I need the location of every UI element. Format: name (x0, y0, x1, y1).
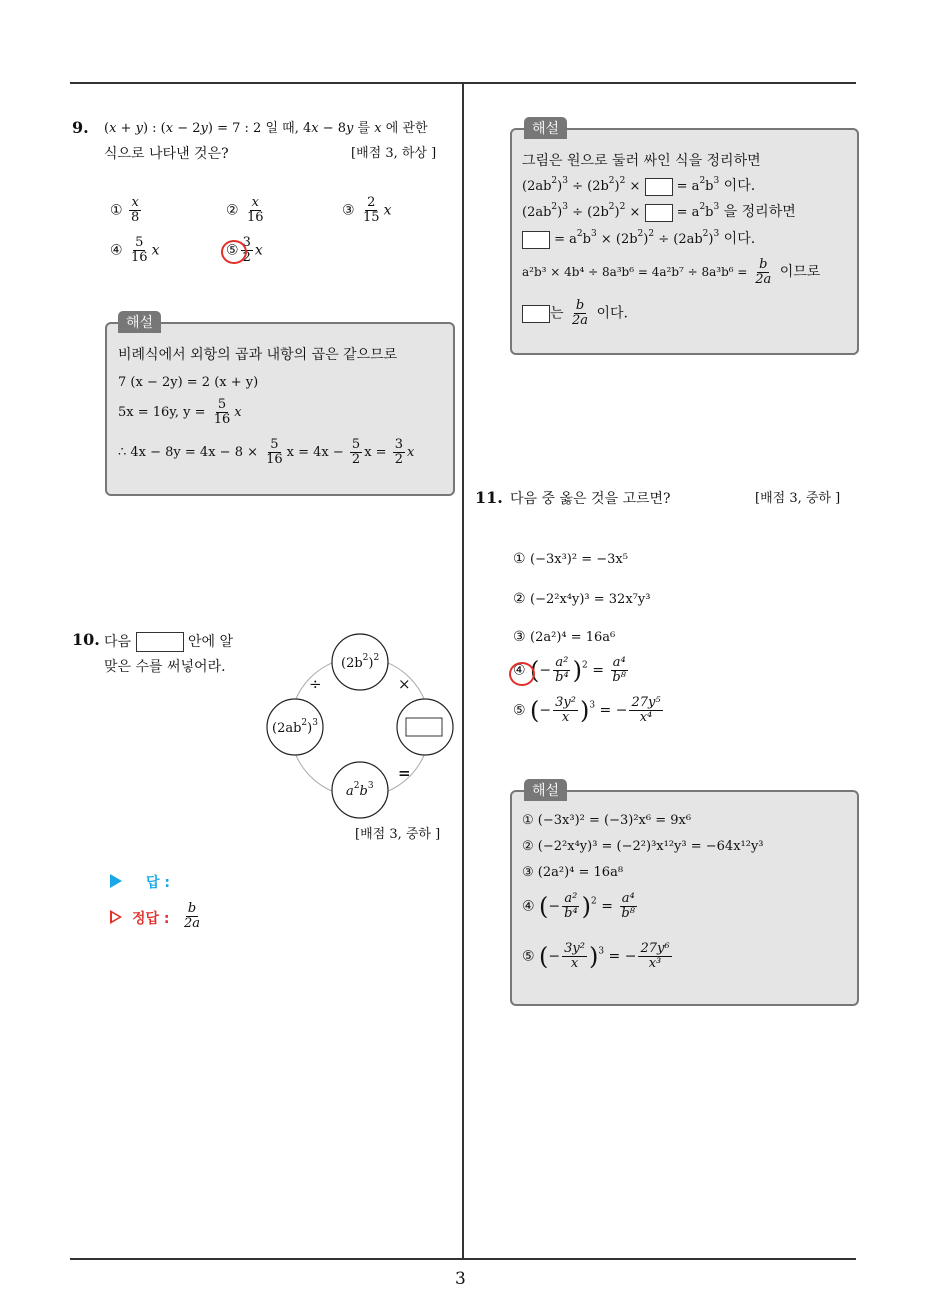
q9-explain-line1: 비례식에서 외항의 곱과 내항의 곱은 같으므로 (118, 347, 398, 363)
q10-explain-line4: = $a^2b^3 \times (2b^2)^2 \div (2ab^2)^3$ 이다. (522, 230, 755, 249)
q10-explain-line3: $(2ab^2)^3 \div (2b^2)^2$ × = $a^2b^3$ 을 정리하면 (522, 202, 796, 220)
q9-choice-5: ⑤ $\frac{3}{2}$ x (226, 235, 263, 265)
q10-stem-line2: 맞은 수를 써넣어라. (104, 659, 226, 675)
diagram-blank-box (406, 718, 442, 736)
q11-number: 11. (475, 488, 503, 507)
q9-choice-3: ③ $\frac{2}{15}$ x (342, 195, 392, 225)
q10-explain-line1: 그림은 원으로 둘러 싸인 식을 정리하면 (522, 153, 761, 169)
q10-explain-line2: $(2ab^2)^3 \div (2b^2)^2$ × = $a^2b^3$ 이다. (522, 176, 756, 194)
q9-explain-line2: 7 (x − 2y) = 2 (x + y) (118, 375, 259, 390)
q11-choice-5: ⑤ (− $\frac{\text{3y²}}{x}$ )$^3$ = − $\frac{\text{27y⁵}}{\text{x⁴}}$ (513, 695, 661, 725)
q11-score: [배점 3, 중하 ] (755, 491, 841, 506)
q11-choice-2: ② (−2²x⁴y)³ = 32x⁷y³ (513, 591, 651, 607)
q9-answer-mark (221, 240, 247, 264)
q10-correct-answer: $\frac{b}{2a}$ (184, 901, 201, 931)
page-number: 3 (455, 1269, 466, 1289)
diagram-left-label: $(2ab^2)^3$ (272, 718, 318, 736)
q9-explain-line4: ∴ 4x − 8y = 4x − 8 × $\frac{5}{16}$ x = 4x − $\frac{5}{2}$ x = $\frac{3}{2}$ x (118, 437, 415, 467)
q10-correct-label: 정답 : (132, 911, 170, 927)
q11-explain-line1: ① (−3x³)² = (−3)²x⁶ = 9x⁶ (522, 813, 692, 828)
q9-choice-4: ④ $\frac{5}{16}$ x (110, 235, 160, 265)
bottom-rule (70, 1258, 856, 1260)
q9-stem-line1: (x + y) : (x − 2y) = 7 : 2 일 때, 4x − 8y 를 x 에 관한 (104, 121, 428, 136)
q11-explain-line5: ⑤ (− $\frac{\text{3y²}}{x}$ )$^3$ = − $\frac{\text{27y⁶}}{\text{x³}}$ (522, 941, 670, 971)
answer-triangle-icon (110, 874, 122, 888)
diagram-op-divide: ÷ (309, 675, 322, 693)
diagram-op-multiply: × (398, 675, 411, 693)
diagram-bottom-label: $a^2b^3$ (346, 781, 374, 799)
q10-answer-label: 답 : (146, 875, 170, 891)
q11-choice-3: ③ (2a²)⁴ = 16a⁶ (513, 629, 616, 645)
q9-choice-1: ① $\frac{x}{8}$ (110, 195, 140, 225)
q11-choice-1: ① (−3x³)² = −3x⁵ (513, 551, 628, 567)
q10-explain-tag: 해설 (524, 117, 567, 139)
diagram-op-equals: = (398, 764, 411, 782)
q9-choice-2: ② $\frac{x}{16}$ (226, 195, 264, 225)
q9-explain-tag: 해설 (118, 311, 161, 333)
q10-score: [배점 3, 중하 ] (355, 827, 441, 842)
q10-number: 10. (72, 630, 100, 649)
q11-choice-4: ④ (− $\frac{\text{a²}}{\text{b⁴}}$ )$^2$ = $\frac{\text{a⁴}}{\text{b⁸}}$ (513, 655, 626, 685)
correct-triangle-inner (112, 913, 119, 921)
q10-explain-line6: 는 $\frac{b}{2a}$ 이다. (522, 299, 628, 328)
q10-stem-line1: 다음 안에 알 (104, 634, 233, 650)
q9-number: 9. (72, 118, 89, 137)
column-divider (462, 82, 464, 1260)
q9-score: [배점 3, 하상 ] (351, 146, 437, 161)
q11-explain-line3: ③ (2a²)⁴ = 16a⁸ (522, 865, 624, 880)
q11-answer-mark (509, 662, 535, 686)
q10-explain-line5: a²b³ × 4b⁴ ÷ 8a³b⁶ = 4a²b⁷ ÷ 8a³b⁶ = $\frac{b}{2a}$ 이므로 (522, 257, 821, 287)
q9-stem-line2: 식으로 나타낸 것은? (104, 146, 229, 162)
diagram-top-label: $(2b^2)^2$ (341, 653, 380, 671)
q11-stem: 다음 중 옳은 것을 고르면? (510, 491, 671, 507)
q11-explain-line4: ④ (− $\frac{\text{a²}}{\text{b⁴}}$ )$^2$ = $\frac{\text{a⁴}}{\text{b⁸}}$ (522, 891, 635, 921)
q10-blank-box (136, 632, 184, 652)
q11-explain-line2: ② (−2²x⁴y)³ = (−2²)³x¹²y³ = −64x¹²y³ (522, 839, 764, 854)
q9-explain-line3: 5x = 16y, y = $\frac{5}{16}$ x (118, 397, 242, 427)
q11-explain-tag: 해설 (524, 779, 567, 801)
